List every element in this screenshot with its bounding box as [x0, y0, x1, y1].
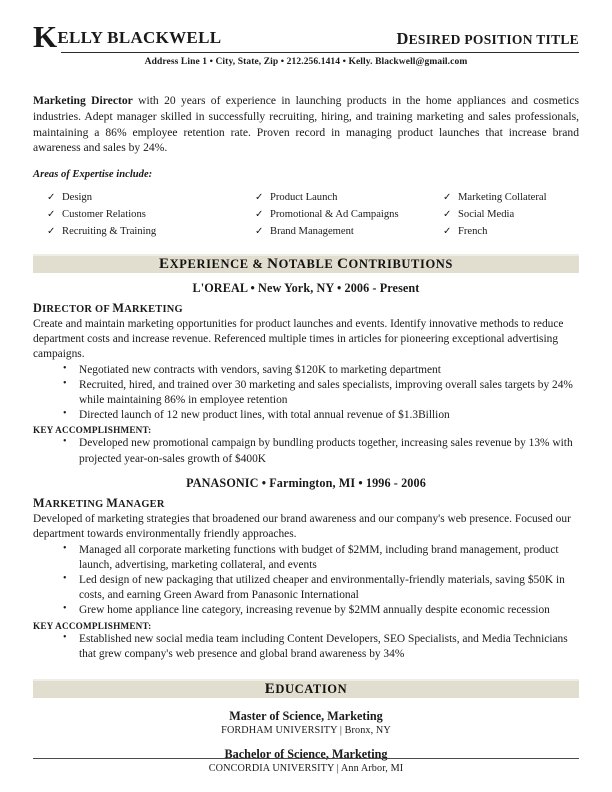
role-cap-2: M — [112, 300, 125, 315]
summary-body: with 20 years of experience in launching products in the home appliances and cosmetics industries. Adept manager skilled in successfully recruiting, hiring, and training marketing and sales professionals, maintaining a 86% employee retention rate. Proven record in managing product launches that increase brand awareness and sales by 24%. — [33, 94, 579, 155]
education-degree: Master of Science, Marketing — [229, 708, 383, 723]
resume-header — [33, 18, 579, 54]
desired-position-title — [396, 29, 579, 50]
check-icon: ✓ — [255, 226, 264, 238]
band-cap-c: C — [337, 255, 349, 272]
job-entry — [33, 281, 579, 467]
check-icon: ✓ — [47, 226, 56, 238]
header-divider — [61, 52, 579, 53]
skill-item — [429, 224, 579, 239]
key-accomplishment-bullet: • Developed new promotional campaign by bundling products together, increasing sales revenue by 13% with projected year-on-sales growth of $400K — [63, 436, 579, 466]
band-cap-n: N — [267, 255, 279, 272]
job-company-line: L'OREAL • New York, NY • 2006 - Present — [192, 280, 420, 295]
check-icon: ✓ — [255, 209, 264, 221]
role-cap-1: D — [33, 300, 43, 315]
role-cap-2: M — [106, 495, 119, 510]
education-entry — [33, 747, 579, 774]
skill-label: Customer Relations — [62, 209, 146, 221]
job-bullet: • Directed launch of 12 new product lines, with total annual revenue of $1.3Billion — [63, 408, 579, 423]
resume-content — [33, 18, 579, 774]
job-entry — [33, 476, 579, 662]
key-accomplishment-bullet: • Established new social media team including Content Developers, SEO Specialists, and Media Technicians that grew company's web presence and global brand awareness by 34% — [63, 632, 579, 662]
band-text-3: ONTRIBUTIONS — [348, 256, 453, 271]
professional-summary — [33, 93, 579, 156]
skill-label: French — [458, 226, 488, 238]
check-icon: ✓ — [47, 209, 56, 221]
job-company-line: PANASONIC • Farmington, MI • 1996 - 2006 — [186, 475, 426, 490]
job-bullet-list — [33, 543, 579, 619]
skill-label: Design — [62, 192, 93, 204]
skill-item — [33, 207, 241, 222]
check-icon: ✓ — [443, 192, 452, 204]
footer-divider — [33, 758, 579, 759]
areas-of-expertise-grid — [33, 190, 579, 240]
check-icon: ✓ — [47, 192, 56, 204]
areas-of-expertise-label: Areas of Expertise include: — [33, 169, 153, 181]
band-cap-edu: E — [264, 680, 276, 697]
skill-label: Promotional & Ad Campaigns — [270, 209, 399, 221]
contact-line: Address Line 1 • City, State, Zip • 212.256.1414 • Kelly. Blackwell@gmail.com — [144, 57, 468, 67]
check-icon: ✓ — [443, 226, 452, 238]
skill-label: Social Media — [458, 209, 515, 221]
job-description: Developed of marketing strategies that broadened our brand awareness and our company's web presence. Focused our department towards environmentally friendly approaches. — [33, 512, 571, 540]
check-icon: ✓ — [443, 209, 452, 221]
skill-label: Recruiting & Training — [62, 226, 157, 238]
section-header-experience — [33, 254, 579, 273]
skill-item — [33, 224, 241, 239]
job-role-title — [33, 301, 579, 316]
job-bullet: • Managed all corporate marketing functions with budget of $2MM, including brand management, product launch, advertising, marketing collateral, and events — [63, 543, 579, 573]
skill-item — [33, 190, 241, 205]
skill-item — [241, 207, 429, 222]
job-bullet: • Negotiated new contracts with vendors, saving $120K to marketing department — [63, 363, 579, 378]
skill-item — [429, 207, 579, 222]
role-text-1: IRECTOR OF — [42, 303, 113, 315]
skill-label: Marketing Collateral — [458, 192, 547, 204]
role-text-1: ARKETING — [44, 498, 107, 510]
role-cap-1: M — [33, 495, 45, 510]
role-text-2: ANAGER — [118, 498, 165, 510]
band-text-1: XPERIENCE & — [169, 256, 268, 271]
band-text-edu: DUCATION — [275, 681, 348, 696]
section-header-education — [33, 679, 579, 698]
key-accomplishment-list — [33, 436, 579, 466]
job-bullet-list — [33, 363, 579, 424]
key-accomplishment-label: KEY ACCOMPLISHMENT: — [33, 620, 152, 631]
desired-title-rest: ESIRED POSITION TITLE — [408, 32, 579, 47]
check-icon: ✓ — [255, 192, 264, 204]
education-degree: Bachelor of Science, Marketing — [224, 746, 388, 761]
job-bullet: • Grew home appliance line category, increasing revenue by $2MM annually despite economic recession — [63, 603, 579, 618]
job-role-title — [33, 496, 579, 511]
desired-title-dropcap: D — [396, 29, 409, 48]
skill-item — [429, 190, 579, 205]
skill-item — [241, 224, 429, 239]
job-bullet: • Led design of new packaging that utilized cheaper and environmentally-friendly materials, saving $50K in costs, and earning Green Award from Panasonic International — [63, 573, 579, 603]
education-school: CONCORDIA UNIVERSITY | Ann Arbor, MI — [208, 762, 404, 774]
education-school: FORDHAM UNIVERSITY | Bronx, NY — [221, 724, 391, 736]
band-cap-e: E — [159, 255, 170, 272]
candidate-name — [33, 18, 222, 54]
skill-item — [241, 190, 429, 205]
job-bullet: • Recruited, hired, and trained over 30 marketing and sales specialists, improving overall sales targets by 24% while maintaining 86% in employee retention — [63, 378, 579, 408]
key-accomplishment-label: KEY ACCOMPLISHMENT: — [33, 425, 152, 436]
job-description: Create and maintain marketing opportunities for product launches and events. Identify innovative methods to reduce department costs and increase revenue. Referenced multiple times in articles for pioneering exceptional advertising campaigns. — [33, 317, 564, 360]
role-text-2: ARKETING — [124, 303, 183, 315]
name-rest: ELLY BLACKWELL — [57, 27, 222, 47]
skill-label: Product Launch — [270, 192, 338, 204]
key-accomplishment-list — [33, 632, 579, 662]
summary-lead: Marketing Director — [33, 94, 133, 107]
skill-label: Brand Management — [270, 226, 354, 238]
education-entry — [33, 709, 579, 736]
name-dropcap: K — [33, 18, 58, 54]
band-text-2: OTABLE — [278, 256, 338, 271]
